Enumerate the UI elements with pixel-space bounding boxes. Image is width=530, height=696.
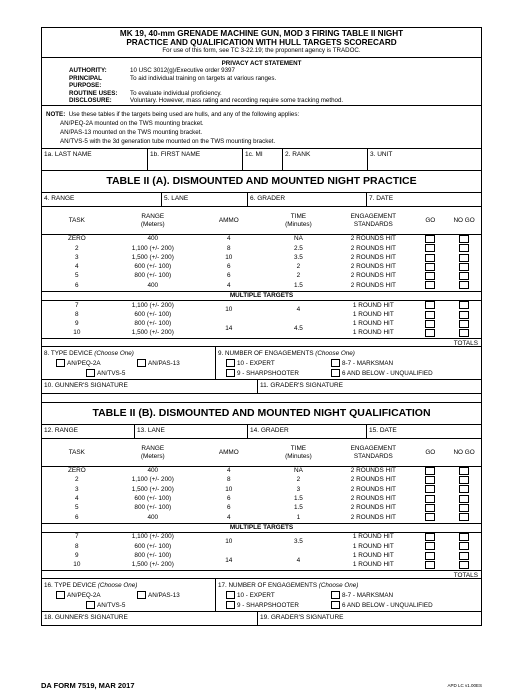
engagement-checkbox[interactable]	[331, 601, 340, 609]
table-row	[42, 495, 481, 504]
nogo-checkbox[interactable]	[459, 561, 469, 569]
device-option: AN/PEQ-2A	[67, 591, 101, 599]
last-name-field[interactable]: 1a. LAST NAME	[42, 149, 148, 170]
standard-cell: 1 ROUND HIT	[352, 301, 394, 309]
go-checkbox[interactable]	[425, 533, 435, 541]
totals-label: TOTALS	[42, 338, 481, 347]
task-cell: 7	[75, 533, 79, 541]
engagement-option: 10 - EXPERT	[237, 591, 275, 599]
task-cell: 6	[75, 281, 79, 289]
time-cell: 1	[296, 513, 301, 521]
range-cell: 1,100 (+/- 200)	[131, 476, 174, 484]
task-cell: 5	[75, 272, 79, 280]
ammo-cell: 8	[226, 244, 231, 252]
device-checkbox[interactable]	[86, 601, 95, 609]
go-checkbox[interactable]	[425, 281, 435, 289]
note-line: AN/TVS-5 with the 3d generation tube mounted on the TWS mounting bracket.	[60, 138, 276, 146]
col-time	[264, 439, 334, 466]
standard-cell: 1 ROUND HIT	[352, 329, 394, 337]
range-cell: 400	[147, 281, 159, 289]
nogo-checkbox[interactable]	[459, 329, 469, 337]
task-cell: 2	[75, 244, 79, 252]
range-cell: 400	[147, 467, 159, 475]
standard-cell: 1 ROUND HIT	[352, 310, 394, 318]
table-a-title: TABLE II (A). DISMOUNTED AND MOUNTED NIGHT PRACTICE	[42, 171, 481, 193]
nogo-checkbox[interactable]	[459, 495, 469, 503]
first-name-field[interactable]: 1b. FIRST NAME	[148, 149, 243, 170]
table-row	[42, 234, 481, 244]
grader-signature-field[interactable]: 19. GRADER'S SIGNATURE	[260, 614, 344, 622]
device-checkbox[interactable]	[86, 369, 95, 377]
table-a-scores	[42, 207, 481, 338]
choose-one-label: (Choose One)	[97, 581, 138, 589]
date-field[interactable]: 15. DATE	[369, 427, 397, 435]
grader-signature-field[interactable]: 11. GRADER'S SIGNATURE	[260, 382, 343, 390]
nogo-checkbox[interactable]	[459, 485, 469, 493]
col-time	[264, 207, 334, 234]
standard-cell: 2 ROUNDS HIT	[350, 504, 396, 512]
scorecard-form	[41, 27, 482, 626]
privacy-value: To evaluate individual proficiency.	[130, 89, 222, 97]
range-cell: 600 (+/- 100)	[134, 263, 172, 271]
nogo-checkbox[interactable]	[459, 281, 469, 289]
privacy-row	[46, 90, 477, 97]
table-b-info-row	[42, 425, 481, 439]
standard-cell: 1 ROUND HIT	[352, 552, 394, 560]
task-cell: 3	[75, 253, 79, 261]
ammo-cell: 10	[225, 485, 233, 493]
standard-cell: 1 ROUND HIT	[352, 320, 394, 328]
col-ammo: AMMO	[194, 439, 264, 466]
task-cell: 4	[75, 263, 79, 271]
task-cell: 10	[73, 329, 81, 337]
nogo-checkbox[interactable]	[459, 311, 469, 319]
privacy-key: ROUTINE USES:	[69, 89, 118, 97]
engagement-option: 6 AND BELOW - UNQUALIFIED	[342, 369, 433, 377]
device-option: AN/TVS-5	[97, 601, 126, 609]
range-cell: 800 (+/- 100)	[134, 552, 172, 560]
device-checkbox[interactable]	[137, 591, 146, 599]
time-cell: NA	[293, 467, 303, 475]
middle-initial-field[interactable]: 1c. MI	[243, 149, 283, 170]
time-cell: NA	[293, 235, 303, 243]
time-cell: 2	[296, 263, 301, 271]
ammo-cell: 4	[226, 513, 231, 521]
grader-field[interactable]: 6. GRADER	[248, 193, 367, 206]
standard-cell: 2 ROUNDS HIT	[350, 467, 396, 475]
standard-cell: 2 ROUNDS HIT	[350, 513, 396, 521]
standard-cell: 2 ROUNDS HIT	[350, 272, 396, 280]
ammo-cell: 14	[225, 556, 233, 564]
standard-cell: 2 ROUNDS HIT	[350, 476, 396, 484]
totals-label: TOTALS	[42, 570, 481, 579]
nogo-checkbox[interactable]	[459, 263, 469, 271]
engagement-option: 10 - EXPERT	[237, 359, 275, 367]
time-cell: 1.5	[293, 281, 303, 289]
col-nogo: NO GO	[447, 439, 481, 466]
range-cell: 600 (+/- 100)	[134, 495, 172, 503]
device-option: AN/PAS-13	[148, 359, 180, 367]
time-cell: 4	[296, 306, 301, 314]
range-cell: 1,500 (+/- 200)	[131, 561, 174, 569]
col-go: GO	[413, 439, 447, 466]
engagement-checkbox[interactable]	[226, 601, 235, 609]
go-checkbox[interactable]	[425, 254, 435, 262]
task-cell: 2	[75, 476, 79, 484]
lane-field[interactable]: 13. LANE	[135, 425, 248, 438]
go-checkbox[interactable]	[425, 263, 435, 271]
type-device-section	[42, 347, 216, 379]
task-cell: 5	[75, 504, 79, 512]
multiple-targets-header	[42, 291, 481, 301]
nogo-checkbox[interactable]	[459, 235, 469, 243]
range-cell: 1,500 (+/- 200)	[131, 485, 174, 493]
engagement-option: 8-7 - MARKSMAN	[342, 359, 394, 367]
type-device-label: 16. TYPE DEVICE	[44, 581, 97, 589]
engagement-checkbox[interactable]	[226, 359, 235, 367]
identification-row	[42, 149, 481, 171]
go-checkbox[interactable]	[425, 485, 435, 493]
engagements-section	[216, 347, 481, 379]
privacy-key: AUTHORITY:	[69, 67, 107, 75]
time-cell: 4	[296, 556, 301, 564]
engagements-section	[216, 579, 481, 611]
form-subtitle: For use of this form, see TC 3-22.19; the proponent agency is TRADOC.	[162, 47, 361, 54]
type-device-label: 8. TYPE DEVICE	[44, 349, 93, 357]
time-cell: 2	[296, 476, 301, 484]
nogo-checkbox[interactable]	[459, 320, 469, 328]
task-cell: 6	[75, 513, 79, 521]
ammo-cell: 6	[226, 272, 231, 280]
device-engagements-row	[42, 579, 481, 612]
go-checkbox[interactable]	[425, 542, 435, 550]
ammo-cell: 6	[226, 504, 231, 512]
time-cell: 2	[296, 272, 301, 280]
ammo-cell: 14	[225, 324, 233, 332]
task-cell: 3	[75, 485, 79, 493]
col-time-unit: (Minutes)	[285, 452, 312, 460]
go-checkbox[interactable]	[425, 561, 435, 569]
col-eng-label: ENGAGEMENT	[350, 212, 397, 220]
nogo-checkbox[interactable]	[459, 533, 469, 541]
table-row	[42, 301, 481, 311]
privacy-value: To aid individual training on targets at various ranges.	[130, 74, 277, 82]
nogo-checkbox[interactable]	[459, 476, 469, 484]
table-row	[42, 263, 481, 272]
standard-cell: 2 ROUNDS HIT	[350, 253, 396, 261]
signature-row	[42, 612, 481, 625]
engagement-checkbox[interactable]	[331, 359, 340, 367]
multiple-targets-title: MULTIPLE TARGETS	[42, 523, 481, 533]
engagement-checkbox[interactable]	[331, 591, 340, 599]
device-engagements-row	[42, 347, 481, 380]
engagements-label: 17. NUMBER OF ENGAGEMENTS	[218, 581, 318, 589]
nogo-checkbox[interactable]	[459, 513, 469, 521]
engagement-checkbox[interactable]	[226, 591, 235, 599]
engagement-option: 9 - SHARPSHOOTER	[237, 601, 299, 609]
engagement-option: 8-7 - MARKSMAN	[342, 591, 394, 599]
ammo-cell: 10	[225, 306, 233, 314]
ammo-cell: 6	[226, 263, 231, 271]
go-checkbox[interactable]	[425, 504, 435, 512]
time-cell: 2.5	[293, 244, 303, 252]
form-header	[42, 28, 481, 58]
nogo-checkbox[interactable]	[459, 272, 469, 280]
ammo-cell: 8	[226, 476, 231, 484]
table-row	[42, 272, 481, 281]
table-row	[42, 552, 481, 561]
device-checkbox[interactable]	[56, 359, 65, 367]
go-checkbox[interactable]	[425, 235, 435, 243]
col-range-unit: (Meters)	[140, 220, 165, 228]
table-row	[42, 254, 481, 263]
range-field[interactable]: 4. RANGE	[42, 193, 162, 206]
note-text: Use these tables if the targets being used are hulls, and any of the following applies:	[68, 111, 300, 119]
table-row	[42, 533, 481, 543]
privacy-title: PRIVACY ACT STATEMENT	[221, 60, 302, 67]
device-option: AN/PAS-13	[148, 591, 180, 599]
go-checkbox[interactable]	[425, 301, 435, 309]
col-range-label: RANGE	[141, 212, 165, 220]
standard-cell: 2 ROUNDS HIT	[350, 235, 396, 243]
ammo-cell: 4	[226, 235, 231, 243]
nogo-checkbox[interactable]	[459, 552, 469, 560]
col-go: GO	[413, 207, 447, 234]
col-eng-standards: STANDARDS	[353, 452, 393, 460]
table-row	[42, 504, 481, 513]
standard-cell: 2 ROUNDS HIT	[350, 495, 396, 503]
col-task: TASK	[42, 207, 112, 234]
note-line: AN/PAS-13 mounted on the TWS mounting bracket.	[60, 129, 203, 137]
device-checkbox[interactable]	[56, 591, 65, 599]
grader-field[interactable]: 14. GRADER	[248, 425, 367, 438]
range-cell: 800 (+/- 100)	[134, 272, 172, 280]
col-range-label: RANGE	[141, 444, 165, 452]
privacy-key: PRINCIPAL PURPOSE:	[69, 74, 102, 90]
choose-one-label: (Choose One)	[94, 349, 134, 357]
note-line: AN/PEQ-2A mounted on the TWS mounting bracket.	[60, 120, 204, 128]
go-checkbox[interactable]	[425, 513, 435, 521]
privacy-row	[46, 97, 477, 104]
form-title-line2: PRACTICE AND QUALIFICATION WITH HULL TARGETS SCORECARD	[126, 38, 397, 47]
table-b-title: TABLE II (B). DISMOUNTED AND MOUNTED NIGHT QUALIFICATION	[42, 402, 481, 425]
task-cell: 9	[75, 552, 79, 560]
device-option: AN/PEQ-2A	[67, 359, 101, 367]
table-row	[42, 244, 481, 253]
ammo-cell: 4	[226, 281, 231, 289]
table-row	[42, 320, 481, 329]
time-cell: 3	[296, 485, 301, 493]
task-cell: 7	[75, 301, 79, 309]
go-checkbox[interactable]	[425, 329, 435, 337]
col-engagement	[333, 207, 413, 234]
gunner-signature-field[interactable]: 10. GUNNER'S SIGNATURE	[42, 380, 258, 393]
time-cell: 4.5	[293, 324, 303, 332]
task-cell: ZERO	[67, 467, 86, 475]
task-cell: 8	[75, 310, 79, 318]
privacy-key: DISCLOSURE:	[69, 97, 112, 105]
go-checkbox[interactable]	[425, 552, 435, 560]
lane-field[interactable]: 5. LANE	[162, 193, 248, 206]
time-cell: 3.5	[293, 538, 303, 546]
range-cell: 600 (+/- 100)	[134, 310, 172, 318]
range-cell: 800 (+/- 100)	[134, 320, 172, 328]
standard-cell: 2 ROUNDS HIT	[350, 244, 396, 252]
nogo-checkbox[interactable]	[459, 254, 469, 262]
type-device-section	[42, 579, 216, 611]
time-cell: 3.5	[293, 253, 303, 261]
table-row	[42, 466, 481, 476]
nogo-checkbox[interactable]	[459, 467, 469, 475]
engagement-checkbox[interactable]	[226, 369, 235, 377]
note-block	[42, 106, 481, 149]
ammo-cell: 6	[226, 495, 231, 503]
privacy-value: Voluntary. However, mass rating and recording require some tracking method.	[130, 97, 344, 105]
col-task: TASK	[42, 439, 112, 466]
range-cell: 400	[147, 235, 159, 243]
col-range	[112, 207, 194, 234]
range-cell: 1,100 (+/- 200)	[131, 301, 174, 309]
table-row	[42, 281, 481, 291]
table-row	[42, 485, 481, 494]
time-cell: 1.5	[293, 495, 303, 503]
range-cell: 1,500 (+/- 200)	[131, 253, 174, 261]
task-cell: 9	[75, 320, 79, 328]
task-cell: 10	[73, 561, 81, 569]
privacy-row	[46, 67, 477, 74]
privacy-value: 10 USC 3012(g)/Executive order 9397	[130, 67, 235, 75]
standard-cell: 1 ROUND HIT	[352, 561, 394, 569]
rank-field[interactable]: 2. RANK	[283, 149, 368, 170]
privacy-act-statement	[42, 58, 481, 106]
gunner-signature-field[interactable]: 18. GUNNER'S SIGNATURE	[42, 612, 258, 625]
multiple-targets-title: MULTIPLE TARGETS	[42, 291, 481, 301]
go-checkbox[interactable]	[425, 495, 435, 503]
nogo-checkbox[interactable]	[459, 301, 469, 309]
range-cell: 1,500 (+/- 200)	[131, 329, 174, 337]
form-title-line1: MK 19, 40-mm GRENADE MACHINE GUN, MOD 3 FIRING TABLE II NIGHT	[119, 29, 404, 38]
ammo-cell: 4	[226, 467, 231, 475]
table-header-row	[42, 207, 481, 234]
time-cell: 1.5	[293, 504, 303, 512]
date-field[interactable]: 7. DATE	[369, 195, 394, 203]
standard-cell: 2 ROUNDS HIT	[350, 485, 396, 493]
table-row	[42, 476, 481, 485]
device-checkbox[interactable]	[137, 359, 146, 367]
col-time-label: TIME	[290, 444, 307, 452]
col-eng-standards: STANDARDS	[353, 220, 393, 228]
col-eng-label: ENGAGEMENT	[350, 444, 397, 452]
go-checkbox[interactable]	[425, 272, 435, 280]
engagement-checkbox[interactable]	[331, 369, 340, 377]
engagement-option: 9 - SHARPSHOOTER	[237, 369, 299, 377]
col-time-unit: (Minutes)	[285, 220, 312, 228]
standard-cell: 2 ROUNDS HIT	[350, 281, 396, 289]
range-cell: 600 (+/- 100)	[134, 542, 172, 550]
col-range-unit: (Meters)	[140, 452, 165, 460]
range-cell: 400	[147, 513, 159, 521]
col-time-label: TIME	[290, 212, 307, 220]
choose-one-label: (Choose One)	[318, 581, 359, 589]
choose-one-label: (Choose One)	[315, 349, 355, 357]
nogo-checkbox[interactable]	[459, 504, 469, 512]
go-checkbox[interactable]	[425, 311, 435, 319]
ammo-cell: 10	[225, 253, 233, 261]
go-checkbox[interactable]	[425, 320, 435, 328]
standard-cell: 2 ROUNDS HIT	[350, 263, 396, 271]
multiple-targets-header	[42, 523, 481, 533]
col-nogo: NO GO	[447, 207, 481, 234]
ammo-cell: 10	[225, 538, 233, 546]
range-field[interactable]: 12. RANGE	[42, 425, 135, 438]
go-checkbox[interactable]	[425, 244, 435, 252]
task-cell: ZERO	[67, 235, 86, 243]
task-cell: 4	[75, 495, 79, 503]
engagement-option: 6 AND BELOW - UNQUALIFIED	[342, 601, 433, 609]
col-range	[112, 439, 194, 466]
table-b-scores	[42, 439, 481, 570]
form-id: DA FORM 7519, MAR 2017	[41, 681, 135, 690]
unit-field[interactable]: 3. UNIT	[370, 151, 393, 159]
engagements-label: 9. NUMBER OF ENGAGEMENTS	[218, 349, 314, 357]
range-cell: 800 (+/- 100)	[134, 504, 172, 512]
col-ammo: AMMO	[194, 207, 264, 234]
nogo-checkbox[interactable]	[459, 244, 469, 252]
task-cell: 8	[75, 542, 79, 550]
col-engagement	[333, 439, 413, 466]
device-option: AN/TVS-5	[97, 369, 126, 377]
table-a-info-row	[42, 193, 481, 207]
form-version: APD LC v1.00ES	[447, 683, 482, 688]
range-cell: 1,100 (+/- 200)	[131, 244, 174, 252]
standard-cell: 1 ROUND HIT	[352, 542, 394, 550]
privacy-row	[46, 75, 477, 90]
table-row	[42, 513, 481, 523]
go-checkbox[interactable]	[425, 476, 435, 484]
nogo-checkbox[interactable]	[459, 542, 469, 550]
table-header-row	[42, 439, 481, 466]
standard-cell: 1 ROUND HIT	[352, 533, 394, 541]
note-label: NOTE:	[46, 111, 66, 119]
signature-row	[42, 380, 481, 394]
go-checkbox[interactable]	[425, 467, 435, 475]
range-cell: 1,100 (+/- 200)	[131, 533, 174, 541]
